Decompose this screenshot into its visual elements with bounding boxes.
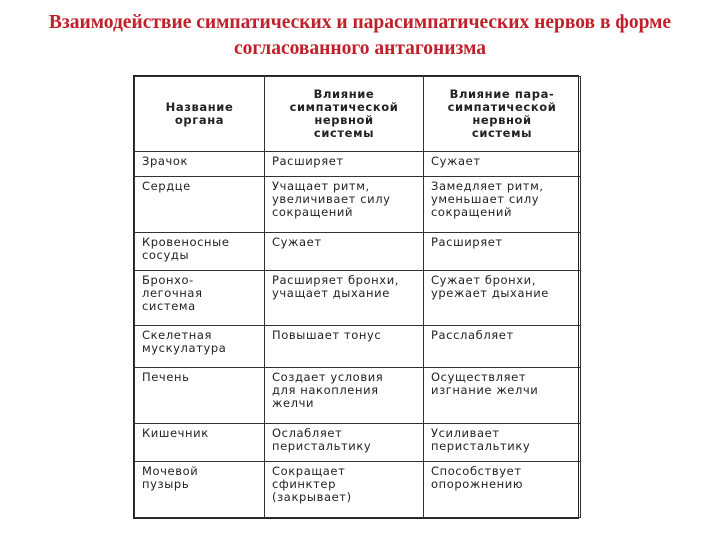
- organ-cell: Сердце: [135, 177, 265, 232]
- organ-cell: Печень: [135, 368, 265, 423]
- table-row: [135, 368, 581, 423]
- parasympathetic-cell: Сужает бронхи, урежает дыхание: [424, 270, 581, 325]
- slide-title: Взаимодействие симпатических и парасимпатических нервов в форме согласованного антагонизма: [48, 12, 672, 59]
- header-organ: Название органа: [135, 77, 265, 152]
- comparison-table: [134, 76, 581, 518]
- parasympathetic-cell: Способствует опорожнению: [424, 461, 581, 517]
- parasympathetic-cell: Расслабляет: [424, 326, 581, 368]
- sympathetic-cell: Ослабляет перистальтику: [265, 423, 424, 461]
- table-row: [135, 232, 581, 270]
- sympathetic-cell: Повышает тонус: [265, 326, 424, 368]
- parasympathetic-cell: Сужает: [424, 152, 581, 177]
- sympathetic-cell: Сокращает сфинктер (закрывает): [265, 461, 424, 517]
- organ-cell: Кишечник: [135, 423, 265, 461]
- parasympathetic-cell: Осуществляет изгнание желчи: [424, 368, 581, 423]
- organ-cell: Кровеносные сосуды: [135, 232, 265, 270]
- organ-cell: Мочевой пузырь: [135, 461, 265, 517]
- table-row: [135, 423, 581, 461]
- header-parasympathetic: Влияние пара- симпатической нервной системы: [424, 77, 581, 152]
- header-sympathetic: Влияние симпатической нервной системы: [265, 77, 424, 152]
- sympathetic-cell: Расширяет бронхи, учащает дыхание: [265, 270, 424, 325]
- sympathetic-cell: Создает условия для накопления желчи: [265, 368, 424, 423]
- parasympathetic-cell: Расширяет: [424, 232, 581, 270]
- table-row: [135, 326, 581, 368]
- sympathetic-cell: Учащает ритм, увеличивает силу сокращений: [265, 177, 424, 232]
- table-header-row: [135, 77, 581, 152]
- sympathetic-cell: Расширяет: [265, 152, 424, 177]
- organ-cell: Бронхо- легочная система: [135, 270, 265, 325]
- table-row: [135, 270, 581, 325]
- parasympathetic-cell: Замедляет ритм, уменьшает силу сокращений: [424, 177, 581, 232]
- organ-cell: Скелетная мускулатура: [135, 326, 265, 368]
- table-row: [135, 177, 581, 232]
- sympathetic-cell: Сужает: [265, 232, 424, 270]
- table-row: [135, 152, 581, 177]
- table-row: [135, 461, 581, 517]
- comparison-table-container: [133, 75, 579, 519]
- organ-cell: Зрачок: [135, 152, 265, 177]
- parasympathetic-cell: Усиливает перистальтику: [424, 423, 581, 461]
